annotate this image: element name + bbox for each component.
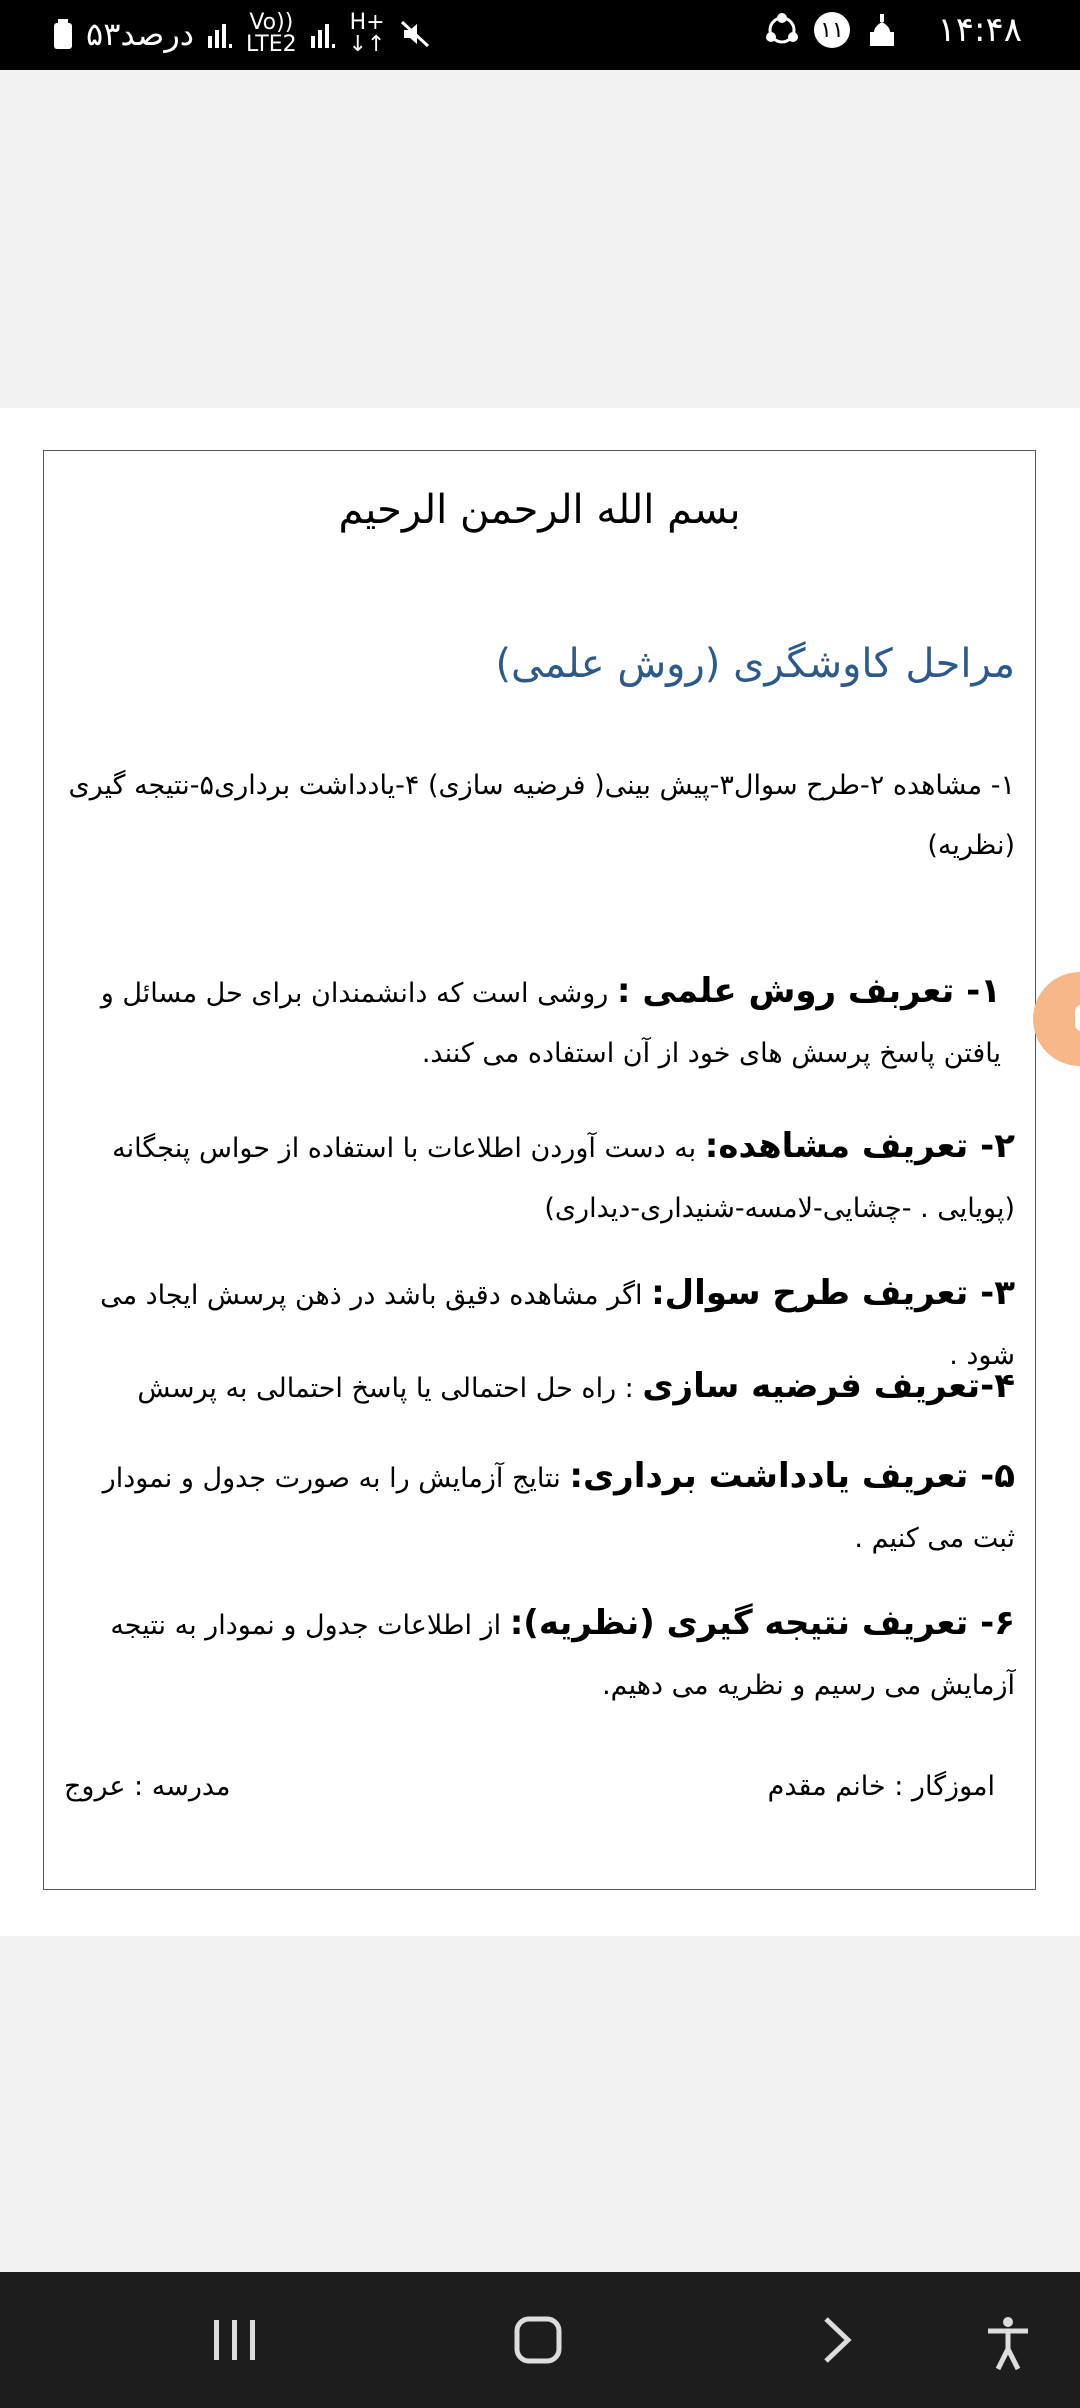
lte-label: LTE2 [246,32,297,57]
notification-badge: ۱۱ [814,12,850,48]
accessibility-icon[interactable] [986,2316,1030,2370]
mute-icon [400,19,430,49]
school-name: مدرسه : عروج [64,1771,231,1802]
definition-6-text: از اطلاعات جدول و نمودار به نتیجه آزمایش می رسیم و نظریه می دهیم. [110,1610,1015,1701]
definition-5-label: ۵- تعریف یادداشت برداری: [569,1456,1015,1496]
signal-icon [208,20,232,48]
definition-1-label: ۱- تعربف روش علمی : [616,971,1001,1011]
definition-5-text: نتایج آزمایش را به صورت جدول و نمودار ثبت می کنیم . [102,1463,1015,1554]
status-bar [0,0,1080,70]
clock: ۱۴:۴۸ [937,10,1022,50]
document-title: بسم الله الرحمن الرحیم [338,487,741,533]
definition-1 [62,961,1001,1084]
definition-3-text: اگر مشاهده دقیق باشد در ذهن پرسش ایجاد می شود . [100,1280,1015,1371]
floating-tool-icon [1075,1004,1080,1032]
definition-4-label: ۴-تعریف فرضیه سازی [642,1366,1015,1406]
status-left [54,12,430,56]
navigation-bar [0,2272,1080,2408]
definition-2 [62,1116,1015,1239]
document-heading: مراحل کاوشگری (روش علمی) [495,641,1015,687]
definition-2-label: ۲- تعریف مشاهده: [704,1126,1015,1166]
document-page[interactable] [0,408,1080,1936]
definition-4 [62,1356,1015,1419]
document-frame [43,450,1036,1890]
battery-percent: ۵۳درصد [86,15,195,53]
battery-icon [54,19,72,49]
steps-line: ۱- مشاهده ۲-طرح سوال۳-پیش بینی( فرضیه سازی) ۴-یادداشت برداری۵-نتیجه گیری (نظریه) [68,770,1015,861]
data-label: H+ [349,10,385,35]
home-icon[interactable] [514,2316,562,2364]
definition-3-label: ۳- تعریف طرح سوال: [651,1273,1015,1313]
definition-2-text: به دست آوردن اطلاعات با استفاده از حواس پنجگانه (پویایی . -چشایی-لامسه-شنیداری-دیداری) [112,1133,1015,1224]
status-right-icons [764,12,900,48]
back-icon[interactable] [822,2316,852,2364]
definition-6-label: ۶- تعریف نتیجه گیری (نظریه): [509,1603,1015,1643]
definition-4-text: : راه حل احتمالی یا پاسخ احتمالی به پرسش [137,1373,643,1404]
sync-icon [764,12,800,48]
data-arrows-icon: ↓↑ [348,32,386,57]
top-blank-area [0,70,1080,408]
recents-icon[interactable] [212,2316,258,2364]
signal-icon-2 [311,20,335,48]
volte-label: Vo)) [249,10,294,35]
definition-1-text: روشی است که دانشمندان برای حل مسائل و یافتن پاسخ پرسش های خود از آن استفاده می کنند. [100,978,1001,1069]
definition-5 [62,1446,1015,1569]
teacher-name: اموزگار : خانم مقدم [767,1771,995,1802]
mosque-icon [864,12,900,48]
definition-6 [62,1593,1015,1716]
